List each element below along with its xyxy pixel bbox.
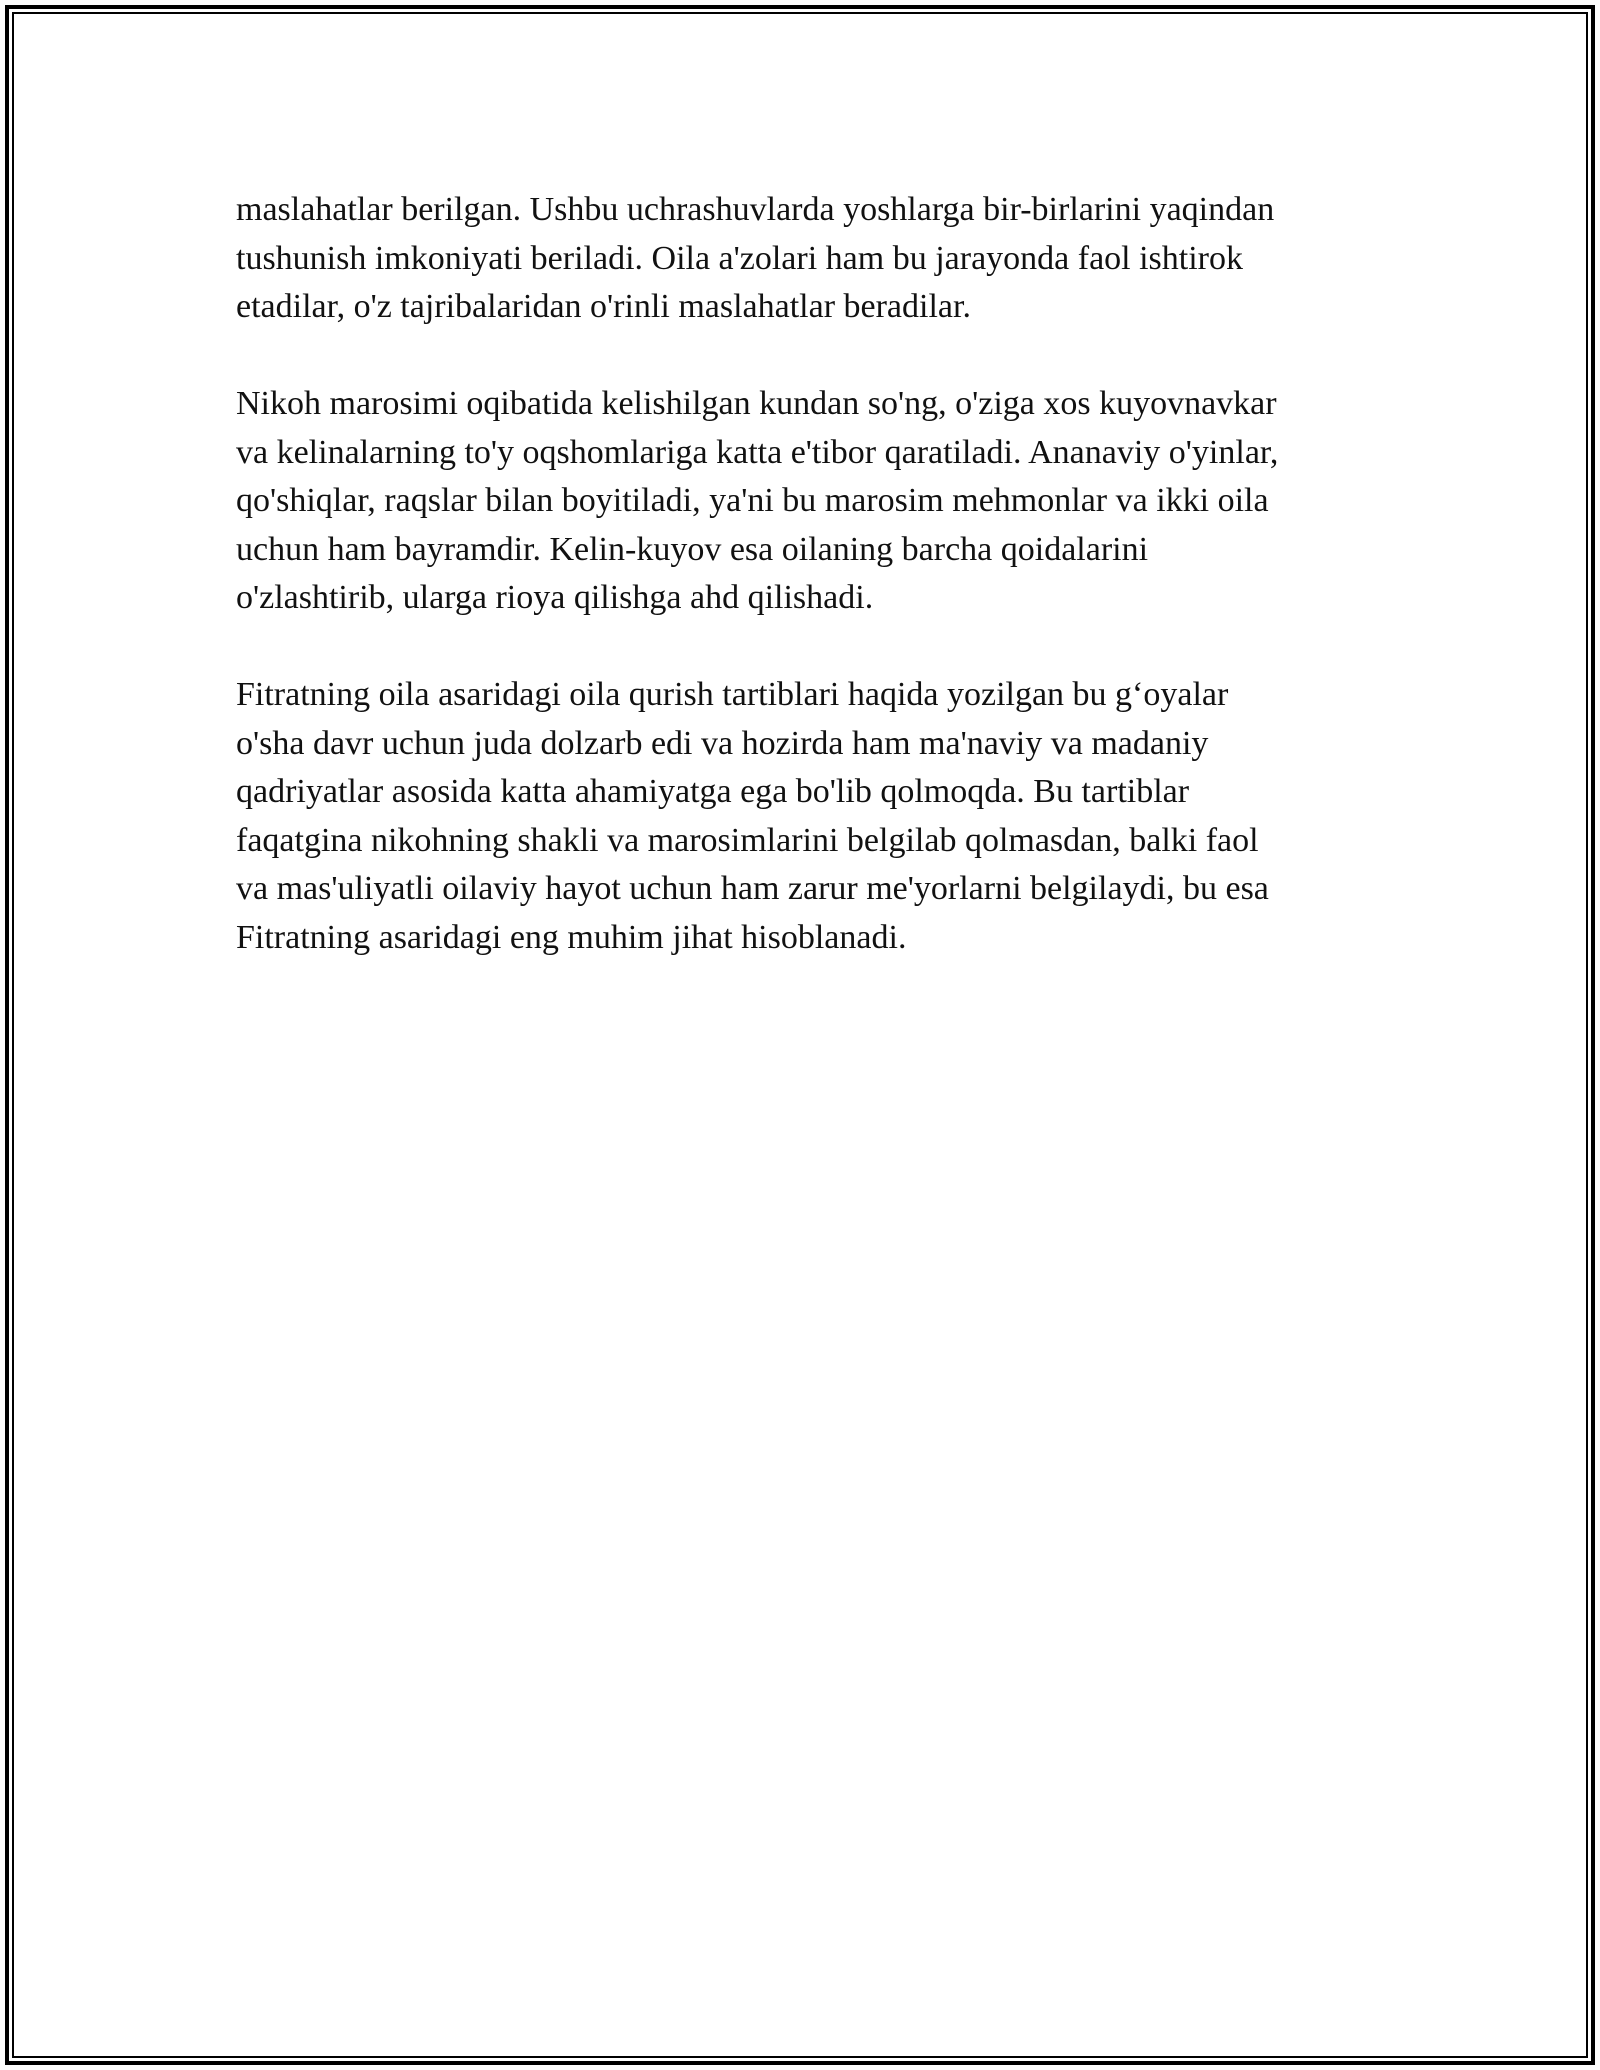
text-line: faqatgina nikohning shakli va marosimlarini belgilab qolmasdan, balki faol: [236, 821, 1259, 859]
paragraph-1: [236, 186, 1366, 332]
text-line: Nikoh marosimi oqibatida kelishilgan kundan so'ng, o'ziga xos kuyovnavkar: [236, 385, 1277, 422]
text-line: o'sha davr uchun juda dolzarb edi va hozirda ham ma'naviy va madaniy: [236, 724, 1209, 762]
paragraph-3: [236, 671, 1366, 962]
document-body: [236, 186, 1366, 1011]
text-line: qo'shiqlar, raqslar bilan boyitiladi, ya'ni bu marosim mehmonlar va ikki oila: [236, 482, 1269, 519]
text-line: va mas'uliyatli oilaviy hayot uchun ham zarur me'yorlarni belgilaydi, bu esa: [236, 870, 1269, 907]
text-line: Fitratning oila asaridagi oila qurish tartiblari haqida yozilgan bu g‘oyalar: [236, 676, 1229, 713]
text-line: Fitratning asaridagi eng muhim jihat hisoblanadi.: [236, 918, 907, 956]
text-line: etadilar, o'z tajribalaridan o'rinli maslahatlar beradilar.: [236, 288, 971, 325]
text-line: va kelinalarning to'y oqshomlariga katta e'tibor qaratiladi. Ananaviy o'yinlar,: [236, 433, 1279, 471]
text-line: qadriyatlar asosida katta ahamiyatga ega bo'lib qolmoqda. Bu tartiblar: [236, 773, 1190, 810]
text-line: tushunish imkoniyati beriladi. Oila a'zolari ham bu jarayonda faol ishtirok: [236, 239, 1244, 277]
text-line: maslahatlar berilgan. Ushbu uchrashuvlarda yoshlarga bir-birlarini yaqindan: [236, 191, 1275, 228]
paragraph-2: [236, 380, 1366, 623]
text-line: o'zlashtirib, ularga rioya qilishga ahd qilishadi.: [236, 579, 874, 616]
text-line: uchun ham bayramdir. Kelin-kuyov esa oilaning barcha qoidalarini: [236, 530, 1149, 568]
